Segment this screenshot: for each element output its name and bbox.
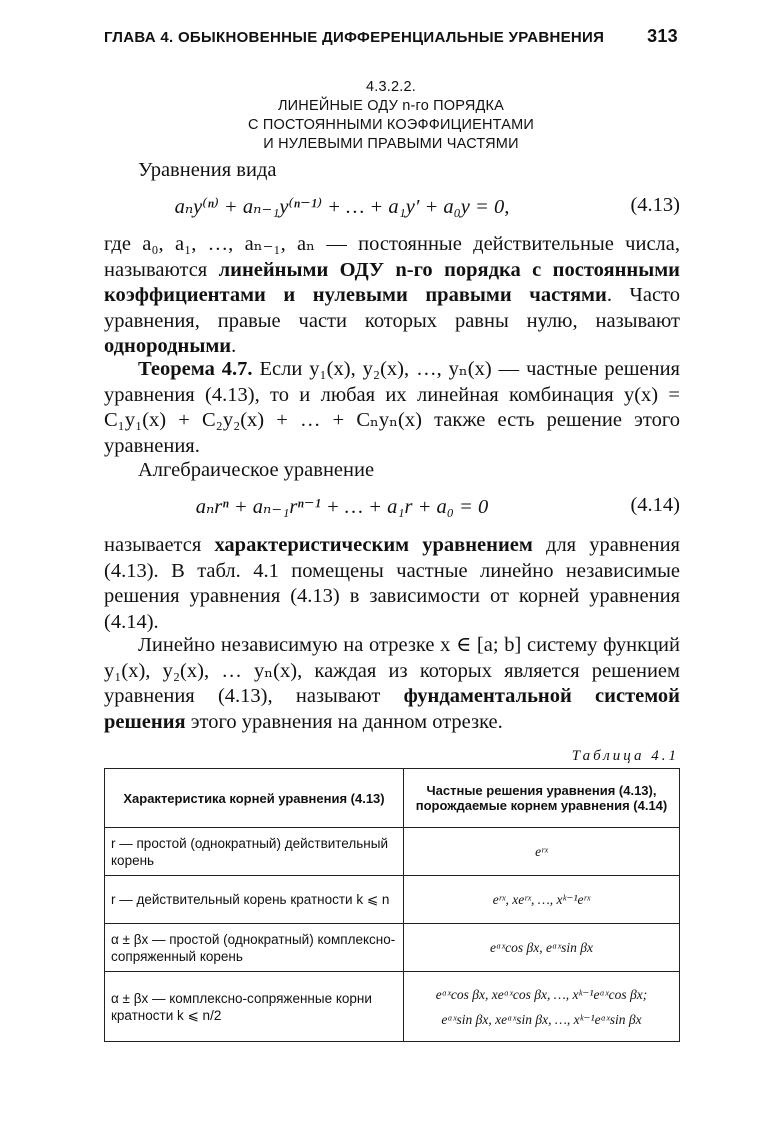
solution-cell: [404, 972, 680, 1042]
intro-line: Уравнения вида: [138, 159, 277, 181]
table-row: [105, 972, 680, 1042]
characteristic-text-2: для уравнения (4.13). В табл. 4.1 помещены частные линейно независимые решения уравнения (4.13) в зависимости от корней уравнения (4.14).: [104, 534, 680, 633]
characteristic-text-1: называется: [104, 534, 215, 556]
characteristic-term: характеристическим уравнением: [214, 534, 533, 556]
table-row: [105, 828, 680, 876]
definition-paragraph: [104, 232, 680, 360]
section-title-line-2: С ПОСТОЯННЫМИ КОЭФФИЦИЕНТАМИ: [247, 117, 535, 133]
algebraic-intro: Алгебраическое уравнение: [138, 459, 375, 481]
root-cell: α ± βx — комплексно-сопряженные корни кратности k ⩽ n/2: [105, 972, 404, 1042]
theorem-paragraph: [104, 357, 680, 459]
header-particular-solutions: Частные решения уравнения (4.13), порождаемые корнем уравнения (4.14): [404, 769, 680, 828]
section-title-line-1: ЛИНЕЙНЫЕ ОДУ n-го ПОРЯДКА: [277, 98, 505, 114]
fundamental-paragraph: [104, 633, 680, 735]
fundamental-text-2: этого уравнения на данном отрезке.: [185, 710, 503, 733]
header-root-characteristic: Характеристика корней уравнения (4.13): [105, 769, 404, 828]
equation-4-14-expr: aₙrⁿ + aₙ₋₁rⁿ⁻¹ + … + a₁r + a₀ = 0: [195, 496, 489, 518]
section-title-line-3: И НУЛЕВЫМИ ПРАВЫМИ ЧАСТЯМИ: [263, 136, 519, 152]
root-cell: r — действительный корень кратности k ⩽ n: [105, 876, 404, 924]
equation-4-14: [104, 494, 680, 522]
solution-cell: eᵅˣcos βx, eᵅˣsin βx: [404, 924, 680, 972]
roots-table: [104, 768, 680, 1042]
root-cell: α ± βx — простой (однократный) комплексно-сопряженный корень: [105, 924, 404, 972]
root-cell: r — простой (однократный) действительный корень: [105, 828, 404, 876]
characteristic-paragraph: [104, 533, 680, 635]
definition-text-1: где a₀, a₁, …, aₙ₋₁, aₙ — постоянные действительные числа, называются: [104, 233, 680, 281]
table-row: [105, 924, 680, 972]
equation-4-13-number: (4.13): [630, 194, 680, 216]
fundamental-text-1: Линейно независимую на отрезке x ∈ [a; b] систему функций y₁(x), y₂(x), … yₙ(x), каждая из которых является решением уравнения (4.13), называют: [104, 634, 680, 707]
solution-cos-line: eᵅˣcos βx, xeᵅˣcos βx, …, xᵏ⁻¹eᵅˣcos βx;: [435, 986, 648, 1002]
definition-term-2: однородными: [104, 335, 232, 357]
theorem-text: Если y₁(x), y₂(x), …, yₙ(x) — частные решения уравнения (4.13), то и любая их линейная комбинация y(x) = C₁y₁(x) + C₂y₂(x) + … + Cₙyₙ(x) также есть решение этого уравнения.: [104, 358, 680, 457]
definition-text-2: . Часто уравнения, правые части которых равны нулю, называют: [104, 284, 680, 332]
equation-4-14-number: (4.14): [630, 494, 680, 516]
definition-text-3: .: [231, 335, 237, 357]
solution-cell: eʳˣ: [404, 828, 680, 876]
solution-cell: eʳˣ, xeʳˣ, …, xᵏ⁻¹eʳˣ: [404, 876, 680, 924]
equation-4-13: [104, 194, 680, 222]
table-caption: Таблица 4.1: [571, 748, 679, 764]
definition-term-1: линейными ОДУ n-го порядка с постоянными коэффициентами и нулевыми правыми частями: [104, 258, 680, 306]
table-header-row: [105, 769, 680, 828]
section-heading: [104, 78, 678, 154]
chapter-title: ГЛАВА 4. ОБЫКНОВЕННЫЕ ДИФФЕРЕНЦИАЛЬНЫЕ УРАВНЕНИЯ: [104, 29, 605, 46]
solution-sin-line: eᵅˣsin βx, xeᵅˣsin βx, …, xᵏ⁻¹eᵅˣsin βx: [441, 1011, 642, 1027]
table-row: [105, 876, 680, 924]
running-head: [104, 26, 678, 47]
page-number: 313: [647, 26, 678, 46]
section-number: 4.3.2.2.: [366, 79, 416, 95]
equation-4-13-expr: aₙy⁽ⁿ⁾ + aₙ₋₁y⁽ⁿ⁻¹⁾ + … + a₁y′ + a₀y = 0,: [174, 196, 510, 218]
theorem-label: Теорема 4.7.: [138, 358, 253, 380]
fundamental-term: фундаментальной системой решения: [104, 685, 680, 733]
